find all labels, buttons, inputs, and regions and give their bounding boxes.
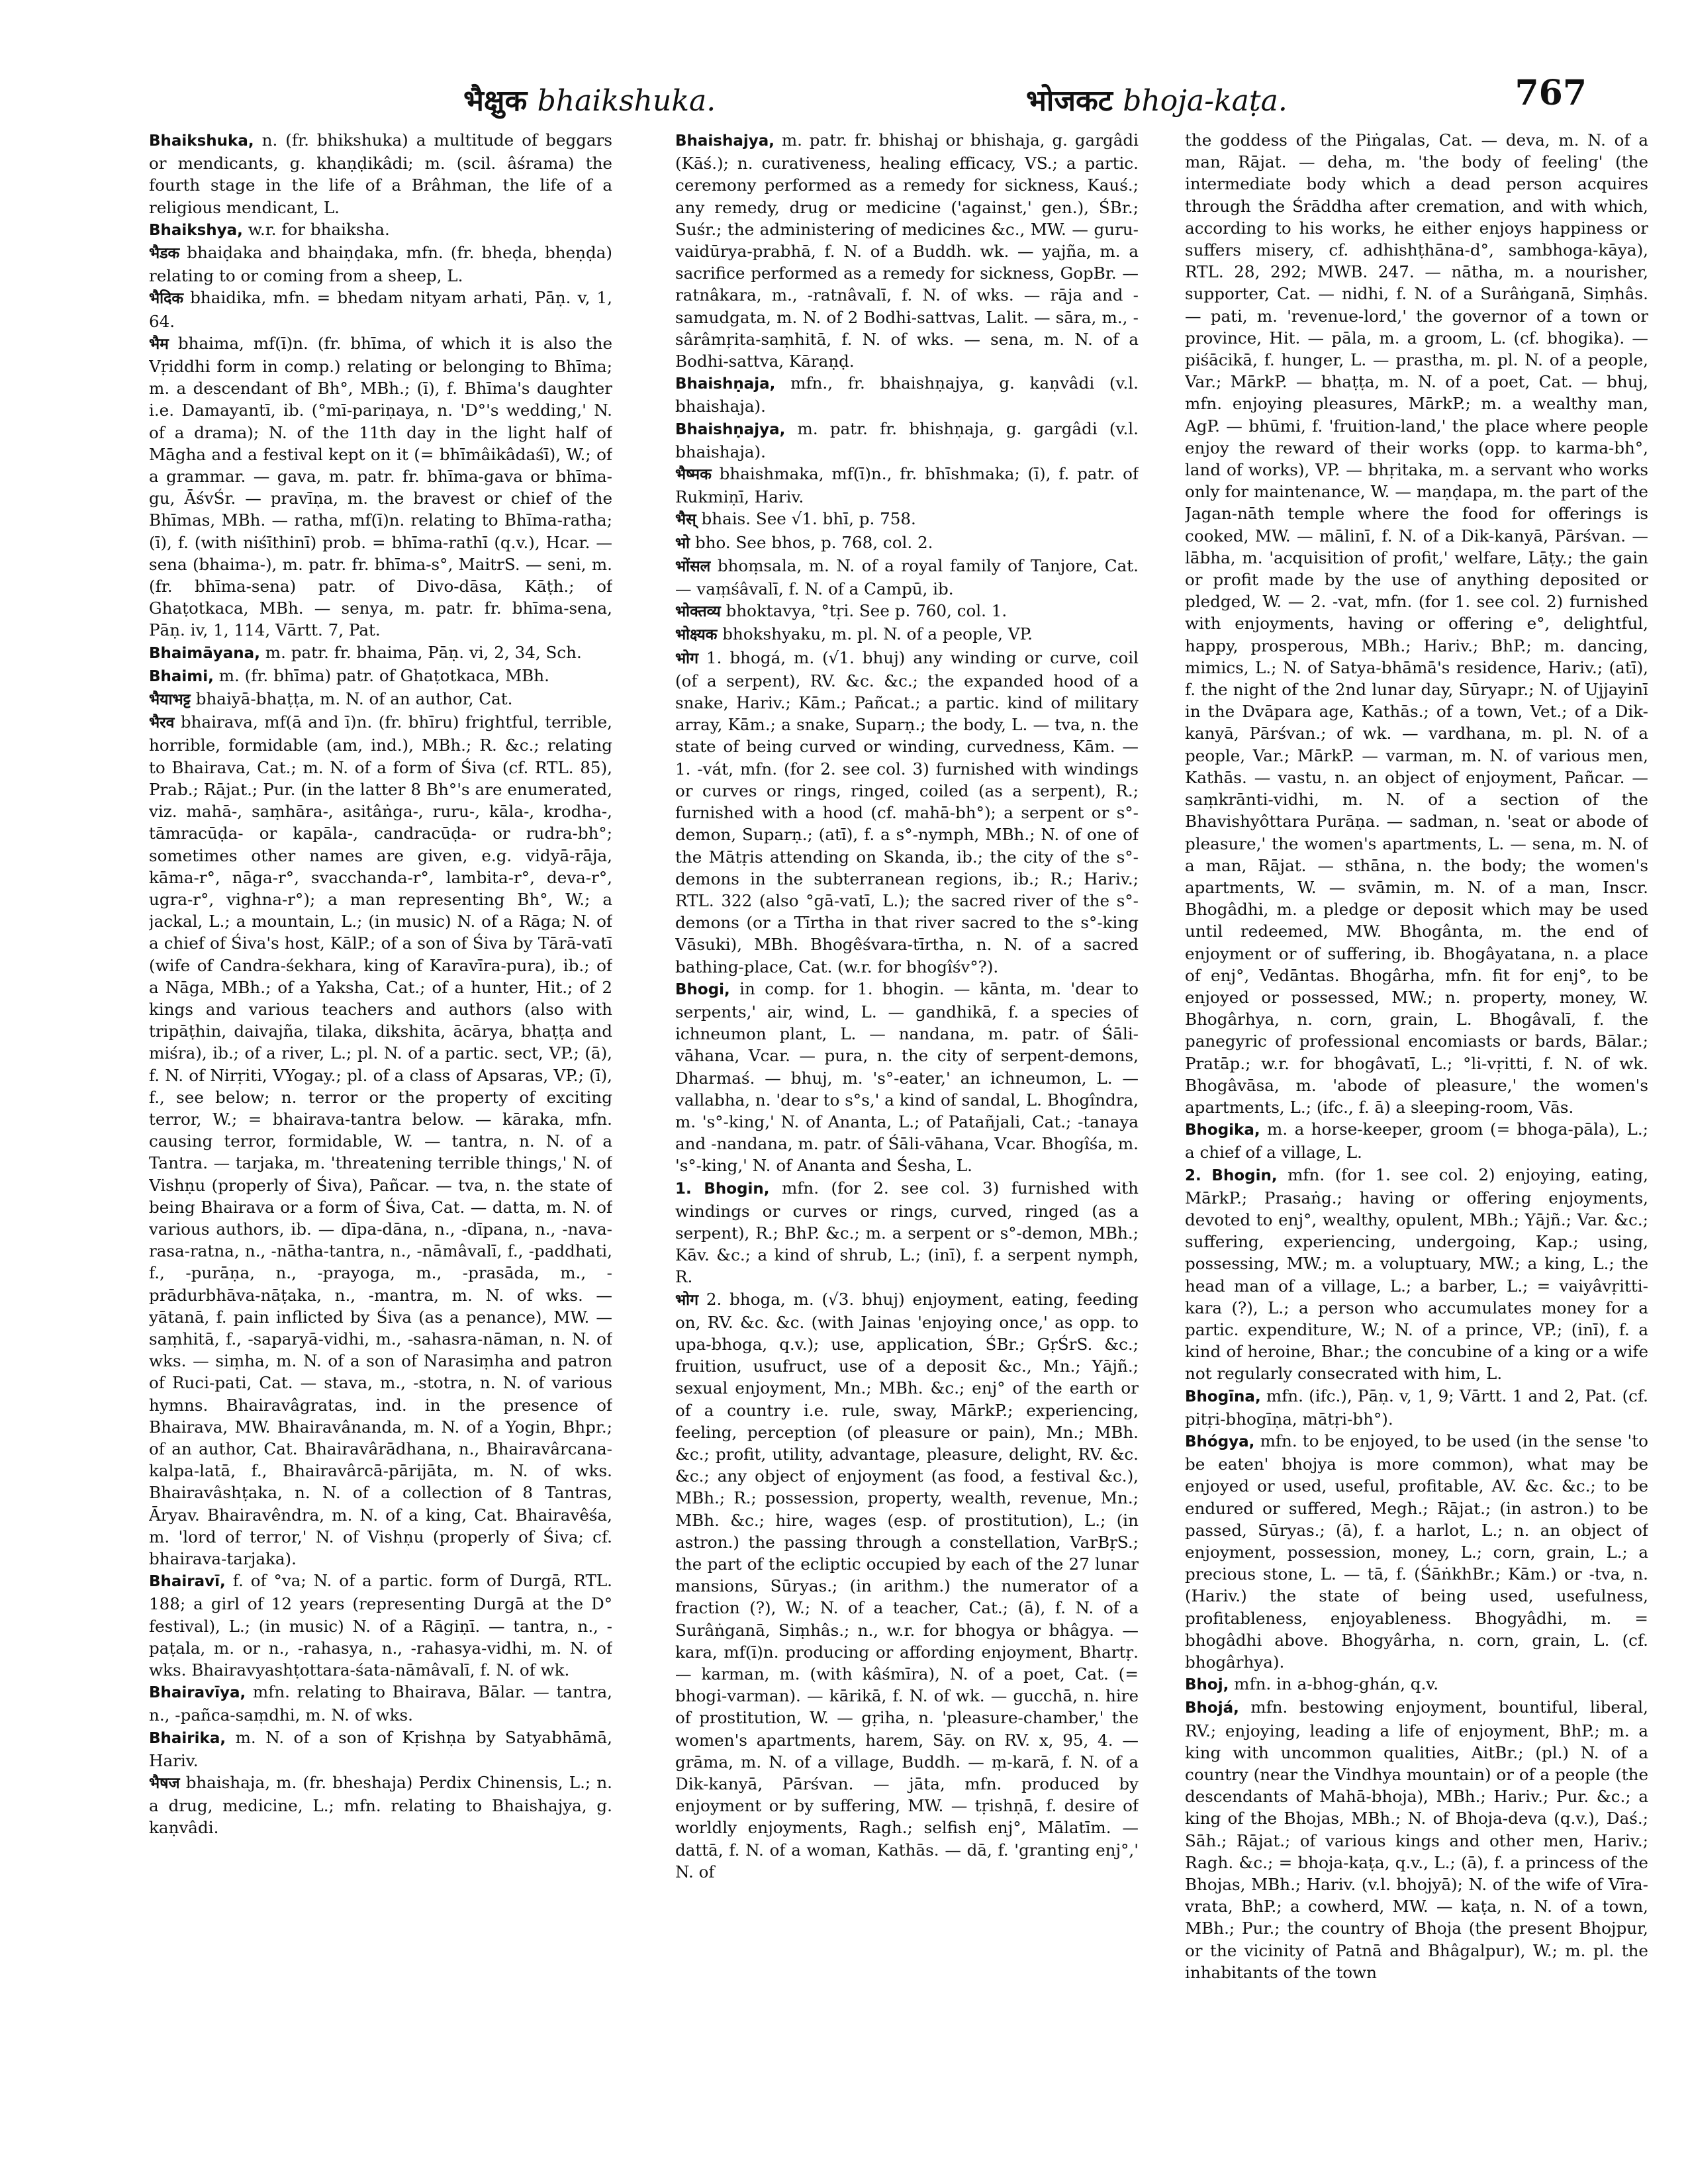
header-right-guideword [1026, 79, 1288, 119]
column-3 [1185, 129, 1648, 2155]
entry-definition: mfn. (for 2. see col. 3) furnished with windings or curves or rings, curved, ringed (as a serpent), R.; BhP. &c.; m. a serpent or s°-demon, MBh.; Kāv. &c.; a kind of shrub, L.; (inī), f. a serpent nymph, R. [675, 1178, 1139, 1287]
entry-definition: in comp. for 1. bhogin. — kānta, m. 'dear to serpents,' air, wind, L. — gandhikā, f. a species of ichneumon plant, L. — nandana, m. patr. of Śāli-vāhana, Vcar. — pura, n. the city of serpent-demons, Dharmaś. — bhuj, m. 's°-eater,' an ichneumon, L. — vallabha, n. 'dear to s°s,' a kind of sandal, L. Bhogîndra, m. 's°-king,' N. of Ananta, L.; of Patañjali, Cat.; -tanaya and -nandana, m. patr. of Śāli-vāhana, Vcar. Bhogîśa, m. 's°-king,' N. of Ananta and Śesha, L. [675, 978, 1139, 1176]
dictionary-entry [149, 1772, 612, 1839]
entry-definition: n. (fr. bhikshuka) a multitude of beggars or mendicants, g. khaṇḍikâdi; m. (scil. âśrama) the fourth stage in the life of a Brâhman, the life of a religious mendicant, L. [149, 130, 612, 217]
dictionary-entry [149, 332, 612, 641]
dictionary-entry [1185, 1673, 1648, 1696]
header-left-devanagari: भैक्षुक [463, 84, 528, 118]
entry-headword: भोंसल [675, 557, 711, 575]
entry-definition: 2. bhoga, m. (√3. bhuj) enjoyment, eating, feeding on, RV. &c. &c. (with Jainas 'enjoying once,' as opp. to upa-bhoga, q.v.); use, application, ŚBr.; GṛŚrS. &c.; fruition, usufruct, use of a deposit &c., Mn.; Yājñ.; sexual enjoyment, Mn.; MBh. &c.; enj° of the earth or of a country i.e. rule, sway, MārkP.; experiencing, feeling, perception (of pleasure or pain), Mn.; MBh. &c.; profit, utility, advantage, pleasure, delight, RV. &c. &c.; any object of enjoyment (as food, a festival &c.), MBh.; R.; possession, property, wealth, revenue, Mn.; MBh. &c.; hire, wages (esp. of prostitution), L.; (in astron.) the passing through a constellation, VarBṛS.; the part of the ecliptic occupied by each of the 27 lunar mansions, Sūryas.; (in arithm.) the numerator of a fraction (?), W.; N. of a teacher, Cat.; (ā), f. N. of a Surâṅganā, Siṃhâs.; n., w.r. for bhogya or bhâgya. — kara, mf(ī)n. producing or affording enjoyment, Bhartṛ. — karman, m. (with kâśmīra), N. of a poet, Cat. (= bhogi-varman). — kārikā, f. N. of wk. — gucchā, n. hire of prostitution, W. — gṛiha, n. 'pleasure-chamber,' the women's apartments, harem, Sāy. on RV. x, 95, 4. — grāma, m. N. of a village, Buddh. — ṃ-karā, f. N. of a Dik-kanyā, Pārśvan. — jāta, mfn. produced by enjoyment or by suffering, MW. — tṛishṇā, f. desire of worldly enjoyments, Ragh.; selfish enj°, Mālatīm. — dattā, f. N. of a woman, Kathās. — dā, f. 'granting enj°,' N. of [675, 1289, 1139, 1881]
entry-headword: Bhaimāyana, [149, 644, 260, 662]
entry-headword: Bhairavī, [149, 1573, 226, 1591]
dictionary-entry [149, 218, 612, 242]
entry-definition: mfn. bestowing enjoyment, bountiful, liberal, RV.; enjoying, leading a life of enjoyment, BhP.; m. a king with uncommon qualities, AitBr.; (pl.) N. of a country (near the Vindhya mountain) or of a people (the descendants of Mahā-bhoja), MBh.; Hariv.; Pur. &c.; a king of the Bhojas, MBh.; N. of Bhoja-deva (q.v.), Daś.; Sāh.; Rājat.; of various kings and other men, Hariv.; Ragh. &c.; = bhoja-kaṭa, q.v., L.; (ā), f. a princess of the Bhojas, MBh.; Hariv. (v.l. bhojyā); N. of the wife of Vīra-vrata, BhP.; a cowherd, MW. — kaṭa, n. N. of a town, MBh.; Pur.; the country of Bhoja (the present Bhojpur, or the vicinity of Patnā and Bhâgalpur), W.; m. pl. the inhabitants of the town [1185, 1697, 1648, 1982]
page-header [119, 73, 1613, 126]
entry-definition: bhokshyaku, m. pl. N. of a people, VP. [717, 624, 1033, 644]
dictionary-entry [149, 1570, 612, 1681]
entry-headword: Bhogika, [1185, 1121, 1260, 1139]
entry-headword: भैदिक [149, 290, 184, 308]
column-1 [149, 129, 612, 2155]
entry-definition: m. patr. fr. bhishaj or bhishaja, g. gargâdi (Kāś.); n. curativeness, healing efficacy, VS.; a partic. ceremony performed as a remedy for sickness, Kauś.; any remedy, drug or medicine ('against,' gen.), ŚBr.; Suśr.; the administering of medicines &c., MW. — guru-vaidūrya-prabhā, f. N. of a Buddh. wk. — yajña, m. a sacrifice performed as a remedy for sickness, GopBr. — ratnâkara, m., -ratnâvalī, f. N. of wks. — rāja and -samudgata, m. N. of 2 Bodhi-sattvas, Lalit. — sāra, m., -sârâmṛita-saṃhitā, f. N. of wks. — sena, m. N. of a Bodhi-sattva, Kāraṇḍ. [675, 130, 1139, 371]
dictionary-entry [149, 1681, 612, 1726]
entry-headword: भोक्ष्यक [675, 626, 718, 644]
entry-headword: भोक्तव्य [675, 603, 721, 621]
entry-definition: bhaishmaka, mf(ī)n., fr. bhīshmaka; (ī), f. patr. of Rukmiṇī, Hariv. [675, 464, 1139, 507]
entry-headword: 1. Bhogin, [675, 1180, 770, 1198]
dictionary-entry [149, 287, 612, 332]
dictionary-entry [675, 978, 1139, 1177]
dictionary-entry [675, 372, 1139, 417]
entry-headword: Bhairavīya, [149, 1684, 246, 1702]
entry-definition: m. (fr. bhīma) patr. of Ghaṭotkaca, MBh. [213, 665, 549, 685]
dictionary-entry [1185, 1118, 1648, 1163]
dictionary-entry [675, 600, 1139, 623]
entry-headword: Bhogīna, [1185, 1388, 1261, 1405]
entry-definition: m. patr. fr. bhaima, Pāṇ. vi, 2, 34, Sch. [259, 642, 582, 662]
entry-headword: भैयाभट्ट [149, 691, 191, 709]
entry-definition: bhaiḍaka and bhaiṇḍaka, mfn. (fr. bheḍa, bheṇḍa) relating to or coming from a sheep, L. [149, 243, 612, 286]
dictionary-entry [675, 647, 1139, 978]
dictionary-entry [149, 665, 612, 688]
entry-definition: bho. See bhos, p. 768, col. 2. [690, 532, 933, 552]
entry-definition: the goddess of the Piṅgalas, Cat. — deva, m. N. of a man, Rājat. — deha, m. 'the body of feeling' (the intermediate body which a dead person acquires through the Śrāddha after cremation, and with which, according to his works, he either enjoys happiness or suffers misery, cf. adhishṭhāna-d°, sambhoga-kāya), RTL. 28, 292; MWB. 247. — nātha, m. a nourisher, supporter, Cat. — nidhi, f. N. of a Surâṅganā, Siṃhâs. — pati, m. 'revenue-lord,' the governor of a town or province, Hit. — pāla, m. a groom, L. (cf. bhogika). — piśācikā, f. hunger, L. — prastha, m. pl. N. of a people, Var.; MārkP. — bhaṭṭa, m. N. of a poet, Cat. — bhuj, mfn. enjoying pleasures, MārkP.; m. a wealthy man, AgP. — bhūmi, f. 'fruition-land,' the place where people enjoy the reward of their works (opp. to karma-bh°, land of works), VP. — bhṛitaka, m. a servant who works only for maintenance, W. — maṇḍapa, m. the part of the Jagan-nāth temple where the food for offerings is cooked, MW. — mālinī, f. N. of a Dik-kanyā, Pārśvan. — lābha, m. 'acquisition of profit,' welfare, Lāṭy.; the gain or profit made by the use of anything deposited or pledged, W. — 2. -vat, mfn. (for 1. see col. 2) furnished with enjoyments, having or offering e°, delightful, happy, prosperous, MBh.; Hariv.; BhP.; m. dancing, mimics, L.; N. of Satya-bhāmā's residence, Hariv.; (atī), f. the night of the 2nd lunar day, Sūryapr.; N. of Ujjayinī in the Dvāpara age, Kathās.; of a town, Vet.; of a Dik-kanyā, Pārśvan.; of wk. — vardhana, m. pl. N. of a people, Var.; MārkP. — varman, m. N. of various men, Kathās. — vastu, n. an object of enjoyment, Pañcar. — saṃkrānti-vidhi, m. N. of a section of the Bhavishyôttara Purāṇa. — sadman, n. 'seat or abode of pleasure,' the women's apartments, L. — sena, m. N. of a man, Rājat. — sthāna, n. the body; the women's apartments, W. — svāmin, m. N. of a man, Inscr. Bhogâdhi, m. a pledge or deposit which may be used until redeemed, MW. Bhogânta, m. the end of enjoyment or of suffering, ib. Bhogâyatana, n. a place of enj°, Vedāntas. Bhogârha, mfn. fit for enj°, to be enjoyed or possessed, MW.; n. property, money, W. Bhogârhya, n. corn, grain, L. Bhogâvalī, f. the panegyric of professional encomiasts or bards, Bālar.; Pratāp.; w.r. for bhogâvatī, L.; °li-vṛitti, f. N. of wk. Bhogâvāsa, m. 'abode of pleasure,' the women's apartments, L.; (ifc., f. ā) a sleeping-room, Vās. [1185, 130, 1648, 1117]
entry-definition: f. of °va; N. of a partic. form of Durgā, RTL. 188; a girl of 12 years (representing Durgā at the D° festival), L.; (in music) N. of a Rāgiṇī. — tantra, n., -paṭala, m. or n., -rahasya, n., -rahasya-vidhi, m. N. of wks. Bhairavyashṭottara-śata-nāmâvalī, f. N. of wk. [149, 1571, 612, 1680]
dictionary-entry [675, 463, 1139, 508]
header-right-devanagari: भोजकट [1026, 84, 1113, 118]
entry-headword: भैषज [149, 1775, 180, 1793]
dictionary-entry [149, 1727, 612, 1772]
entry-headword: Bhaikshya, [149, 221, 243, 239]
header-left-guideword [463, 79, 716, 119]
dictionary-entry [149, 688, 612, 711]
dictionary-entry [1185, 129, 1648, 1118]
entry-headword: भैम [149, 335, 169, 353]
dictionary-entry [675, 623, 1139, 646]
entry-headword: Bhairika, [149, 1729, 226, 1747]
dictionary-entry [149, 711, 612, 1570]
entry-definition: m. N. of a son of Kṛishṇa by Satyabhāmā, Hariv. [149, 1727, 612, 1770]
entry-headword: भैडक [149, 245, 180, 263]
dictionary-entry [1185, 1430, 1648, 1673]
entry-definition: bhaishaja, m. (fr. bheshaja) Perdix Chinensis, L.; n. a drug, medicine, L.; mfn. relating to Bhaishajya, g. kaṇvâdi. [149, 1773, 612, 1838]
dictionary-entry [675, 418, 1139, 463]
dictionary-entry [149, 129, 612, 218]
dictionary-entry [149, 641, 612, 665]
entry-definition: mfn., fr. bhaishṇajya, g. kaṇvâdi (v.l. bhaishaja). [675, 373, 1139, 416]
dictionary-entry [675, 129, 1139, 372]
dictionary-entry [675, 508, 1139, 531]
header-left-roman: bhaikshuka. [537, 84, 716, 118]
entry-headword: 2. Bhogin, [1185, 1166, 1278, 1184]
dictionary-entry [1185, 1164, 1648, 1385]
dictionary-entry [675, 1288, 1139, 1883]
entry-headword: Bhaimi, [149, 667, 214, 685]
entry-headword: Bhaishajya, [675, 132, 775, 150]
entry-definition: mfn. (ifc.), Pāṇ. v, 1, 9; Vārtt. 1 and 2, Pat. (cf. pitṛi-bhogīṇa, mātṛi-bh°). [1185, 1386, 1648, 1429]
entry-definition: bhairava, mf(ā and ī)n. (fr. bhīru) frightful, terrible, horrible, formidable (am, ind.), MBh.; R. &c.; relating to Bhairava, Cat.; m. N. of a form of Śiva (cf. RTL. 85), Prab.; Rājat.; Pur. (in the latter 8 Bh°'s are enumerated, viz. mahā-, saṃhāra-, asitâṅga-, ruru-, kāla-, krodha-, tāmracūḍa- or kapāla-, candracūḍa- or rudra-bh°; sometimes other names are given, e.g. vidyā-rāja, kāma-r°, nāga-r°, svacchanda-r°, lambita-r°, deva-r°, ugra-r°, vighna-r°); a man representing Bh°, W.; a jackal, L.; a mountain, L.; (in music) N. of a Rāga; N. of a chief of Śiva's host, KālP.; of a son of Śiva by Tārā-vatī (wife of Candra-śekhara, king of Karavīra-pura), ib.; of a Nāga, MBh.; of a Yaksha, Cat.; of a hunter, Hit.; of 2 kings and various teachers and authors (also with tripāṭhin, daivajña, tilaka, dikshita, ācārya, bhaṭṭa and miśra), ib.; of a river, L.; pl. N. of a partic. sect, VP.; (ā), f. N. of Nirṛiti, VYogay.; pl. of a class of Apsaras, VP.; (ī), f., see below; n. terror or the property of exciting terror, W.; = bhairava-tantra below. — kāraka, mfn. causing terror, formidable, W. — tantra, n. N. of a Tantra. — tarjaka, m. 'threatening terrible things,' N. of Vishṇu (properly of Śiva), Pañcar. — tva, n. the state of being Bhairava or a form of Śiva, Cat. — datta, m. N. of various authors, ib. — dīpa-dāna, n., -dīpana, n., -nava-rasa-ratna, n., -nātha-tantra, n., -nāmâvalī, f., -paddhati, f., -purāṇa, n., -prayoga, m., -prasāda, m., -prādurbhāva-nāṭaka, n., -mantra, m. N. of wks. — yātanā, f. pain inflicted by Śiva (as a penance), MW. — saṃhitā, f., -saparyā-vidhi, m., -sahasra-nāman, n. N. of wks. — siṃha, m. N. of a son of Narasiṃha and patron of Ruci-pati, Cat. — stava, m., -stotra, n. N. of various hymns. Bhairavâgratas, ind. in the presence of Bhairava, MW. Bhairavânanda, m. N. of a Yogin, Bhpr.; of an author, Cat. Bhairavârādhana, n., Bhairavârcana-kalpa-latā, f., Bhairavârcā-pārijāta, m. N. of wks. Bhairavâshṭaka, n. N. of a collection of 8 Tantras, Āryav. Bhairavêndra, m. N. of a king, Cat. Bhairavêśa, m. 'lord of terror,' N. of Vishṇu (properly of Śiva; cf. bhairava-tarjaka). [149, 712, 612, 1568]
entry-headword: भैरव [149, 714, 175, 732]
header-right-roman: bhoja-kaṭa. [1123, 84, 1288, 118]
entry-definition: bhaiyā-bhaṭṭa, m. N. of an author, Cat. [190, 689, 513, 709]
entry-headword: भो [675, 534, 690, 552]
entry-headword: Bhojá, [1185, 1699, 1239, 1717]
entry-headword: Bhaishṇajya, [675, 420, 786, 438]
entry-definition: bhaidika, mfn. = bhedam nityam arhati, Pāṇ. v, 1, 64. [149, 288, 612, 331]
entry-definition: mfn. relating to Bhairava, Bālar. — tantra, n., -pañca-saṃdhi, m. N. of wks. [149, 1682, 612, 1725]
entry-definition: bhoṃsala, m. N. of a royal family of Tanjore, Cat. — vaṃśâvalī, f. N. of a Campū, ib. [675, 555, 1139, 599]
dictionary-entry [675, 555, 1139, 600]
entry-headword: भैष्मक [675, 466, 712, 484]
dictionary-entry [1185, 1696, 1648, 1983]
entry-headword: भैस् [675, 511, 696, 529]
entry-definition: m. a horse-keeper, groom (= bhoga-pāla), L.; a chief of a village, L. [1185, 1119, 1648, 1163]
columns-container [149, 129, 1658, 2155]
entry-definition: mfn. to be enjoyed, to be used (in the sense 'to be eaten' bhojya is more common), what may be enjoyed or used, useful, profitable, AV. &c. &c.; to be endured or suffered, Megh.; Rājat.; (in astron.) to be passed, Sūryas.; (ā), f. a harlot, L.; n. an object of enjoyment, possession, money, L.; corn, grain, L.; a precious stone, L. — tā, f. (ŚāṅkhBr.; Kām.) or -tva, n. (Hariv.) the state of being used, usefulness, profitableness, enjoyableness. Bhogyâdhi, m. = bhogâdhi above. Bhogyârha, n. corn, grain, L. (cf. bhogârhya). [1185, 1431, 1648, 1672]
entry-headword: Bhoj, [1185, 1676, 1229, 1694]
entry-definition: w.r. for bhaiksha. [242, 219, 390, 239]
entry-definition: bhaima, mf(ī)n. (fr. bhīma, of which it is also the Vṛiddhi form in comp.) relating or belonging to Bhīma; m. a descendant of Bh°, MBh.; (ī), f. Bhīma's daughter i.e. Damayantī, ib. (°mī-pariṇaya, n. 'D°'s wedding,' N. of a drama); N. of the 11th day in the light half of Māgha and a festival kept on it (= bhīmâikâdaśī), W.; of a grammar. — gava, m. patr. fr. bhīma-gava or bhīma-gu, ĀśvŚr. — pravīṇa, m. the bravest or chief of the Bhīmas, MBh. — ratha, mf(ī)n. relating to Bhīma-ratha; (ī), f. (with niśīthinī) prob. = bhīma-rathī (q.v.), Hcar. — sena (bhaima-), m. patr. fr. bhīma-s°, MaitrS. — seni, m. (fr. bhīma-sena) patr. of Divo-dāsa, Kāṭh.; of Ghaṭotkaca, MBh. — senya, m. patr. fr. bhīma-sena, Pāṇ. iv, 1, 114, Vārtt. 7, Pat. [149, 333, 612, 640]
entry-definition: 1. bhogá, m. (√1. bhuj) any winding or curve, coil (of a serpent), RV. &c. &c.; the expanded hood of a snake, Hariv.; Kām.; Pañcat.; a partic. kind of military array, Kām.; a snake, Suparṇ.; the body, L. — tva, n. the state of being curved or winding, curvedness, Kām. — 1. -vát, mfn. (for 2. see col. 3) furnished with windings or curves or rings, ringed, coiled (as a serpent), R.; furnished with a hood (cf. mahā-bh°); a serpent or s°-demon, Suparṇ.; (atī), f. a s°-nymph, MBh.; N. of one of the Mātṛis attending on Skanda, ib.; the city of the s°-demons in the subterranean regions, ib.; R.; Hariv.; RTL. 322 (also °gā-vatī, L.); the sacred river of the s°-demons (or a Tīrtha in that river sacred to the s°-king Vāsuki), MBh. Bhogêśvara-tīrtha, n. N. of a sacred bathing-place, Cat. (w.r. for bhogîśv°?). [675, 647, 1139, 976]
page-number: 767 [1515, 73, 1587, 113]
entry-definition: bhoktavya, °tṛi. See p. 760, col. 1. [720, 601, 1007, 621]
column-2 [675, 129, 1139, 2155]
entry-headword: भोग [675, 649, 699, 667]
entry-headword: Bhogi, [675, 980, 730, 998]
entry-headword: Bhógya, [1185, 1433, 1255, 1450]
entry-definition: mfn. (for 1. see col. 2) enjoying, eating, MārkP.; Prasaṅg.; having or offering enjoyments, devoted to enj°, wealthy, opulent, MBh.; Yājñ.; Var. &c.; suffering, experiencing, undergoing, Kap.; using, possessing, MW.; m. a voluptuary, MW.; a king, L.; the head man of a village, L.; a barber, L.; = vaiyâvṛitti-kara (?), L.; a person who accumulates money for a partic. expenditure, W.; N. of a prince, VP.; (inī), f. a kind of heroine, Bhar.; the concubine of a king or a wife not regularly consecrated with him, L. [1185, 1164, 1648, 1384]
entry-definition: bhais. See √1. bhī, p. 758. [696, 509, 916, 529]
entry-headword: Bhaikshuka, [149, 132, 254, 150]
dictionary-entry [149, 242, 612, 287]
dictionary-entry [675, 532, 1139, 555]
entry-definition: mfn. in a-bhog-ghán, q.v. [1229, 1674, 1439, 1694]
dictionary-entry [675, 1177, 1139, 1288]
entry-headword: भोग [675, 1291, 699, 1309]
dictionary-entry [1185, 1385, 1648, 1430]
entry-definition: m. patr. fr. bhishṇaja, g. gargâdi (v.l. bhaishaja). [675, 418, 1139, 461]
entry-headword: Bhaishṇaja, [675, 375, 776, 393]
